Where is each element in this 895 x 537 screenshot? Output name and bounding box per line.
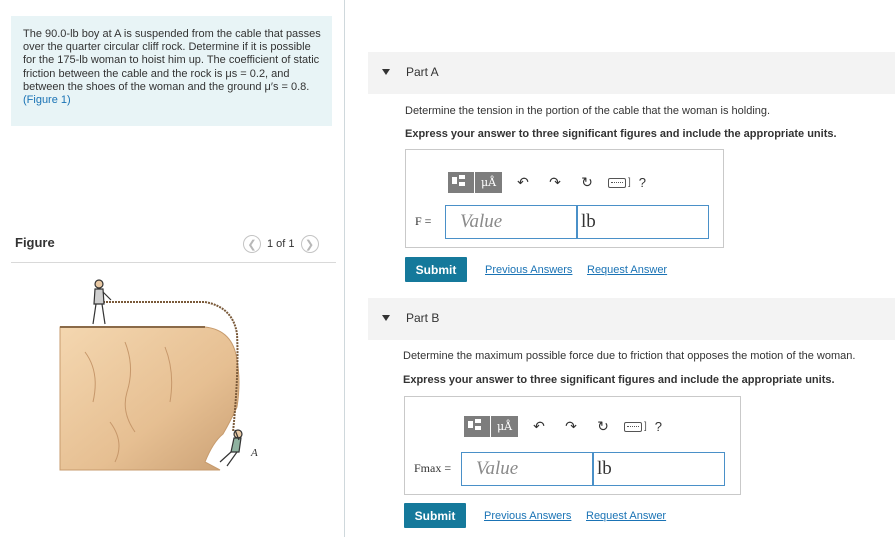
- redo-icon[interactable]: ↷: [549, 174, 561, 190]
- chevron-right-icon[interactable]: ❯: [301, 235, 319, 253]
- help-icon[interactable]: ?: [654, 419, 663, 434]
- problem-text: The 90.0-lb boy at A is suspended from the cable that passes over the quarter circular cliff rock. Determine if it is possible for the 175-lb woman to hoist him up. The coefficient of static friction between the cable and the rock is μs = 0.2, and between the shoes of the woman and the ground μ′s = 0.8.: [23, 28, 321, 93]
- column-divider: [344, 0, 345, 537]
- part-a-submit-button[interactable]: Submit: [405, 257, 467, 282]
- cliff-rock: [60, 327, 239, 470]
- chevron-left-icon[interactable]: ❮: [243, 235, 261, 253]
- part-b-previous-answers-link[interactable]: Previous Answers: [484, 510, 572, 522]
- part-b-value-input[interactable]: [461, 452, 593, 486]
- part-a-previous-answers-link[interactable]: Previous Answers: [485, 264, 573, 276]
- keyboard-icon[interactable]: [608, 178, 626, 188]
- collapse-arrow-icon[interactable]: [382, 69, 390, 75]
- problem-statement: [11, 16, 332, 126]
- part-b-variable-label: Fmax =: [414, 461, 452, 475]
- part-a-title: Part A: [406, 65, 439, 79]
- units-icon[interactable]: μÅ: [491, 416, 518, 437]
- undo-icon[interactable]: ↶: [533, 418, 545, 434]
- redo-icon[interactable]: ↷: [565, 418, 577, 434]
- part-a-toolbar: μÅ ↶ ↷ ↻ ] ?: [448, 172, 646, 193]
- figure-divider: [11, 262, 336, 263]
- part-b-question: Determine the maximum possible force due to friction that opposes the motion of the woman.: [403, 350, 856, 362]
- part-b-unit-input[interactable]: [593, 452, 725, 486]
- part-a-variable-label: F =: [415, 214, 432, 228]
- boy-figure: [220, 430, 242, 466]
- part-b-instruction: Express your answer to three significant figures and include the appropriate units.: [403, 374, 835, 386]
- keyboard-icon[interactable]: [624, 422, 642, 432]
- part-a-value-input[interactable]: [445, 205, 577, 239]
- part-a-header[interactable]: [368, 52, 895, 94]
- part-b-request-answer-link[interactable]: Request Answer: [586, 510, 667, 522]
- templates-icon[interactable]: [448, 172, 469, 193]
- figure-pager: [243, 234, 319, 254]
- part-a-question: Determine the tension in the portion of the cable that the woman is holding.: [405, 105, 771, 117]
- reset-icon[interactable]: ↻: [581, 174, 593, 190]
- help-icon[interactable]: ?: [638, 175, 647, 190]
- part-a-answer-box: [405, 149, 724, 248]
- figure-heading: Figure: [15, 235, 55, 250]
- figure-link[interactable]: (Figure 1): [23, 94, 71, 107]
- part-b-submit-button[interactable]: Submit: [404, 503, 466, 528]
- part-b-answer-box: [404, 396, 741, 495]
- part-b-header[interactable]: [368, 298, 895, 340]
- cliff-figure: [55, 272, 295, 492]
- part-a-request-answer-link[interactable]: Request Answer: [587, 264, 668, 276]
- part-b-title: Part B: [406, 311, 440, 325]
- units-icon[interactable]: μÅ: [475, 172, 502, 193]
- templates-icon[interactable]: [464, 416, 485, 437]
- undo-icon[interactable]: ↶: [517, 174, 529, 190]
- woman-figure: [93, 280, 111, 324]
- part-a-instruction: Express your answer to three significant figures and include the appropriate units.: [405, 128, 837, 140]
- collapse-arrow-icon[interactable]: [382, 315, 390, 321]
- part-b-toolbar: μÅ ↶ ↷ ↻ ] ?: [464, 416, 662, 437]
- part-a-unit-input[interactable]: [577, 205, 709, 239]
- figure-page-count: 1 of 1: [267, 238, 295, 250]
- reset-icon[interactable]: ↻: [597, 418, 609, 434]
- figure-label-A: A: [251, 447, 258, 459]
